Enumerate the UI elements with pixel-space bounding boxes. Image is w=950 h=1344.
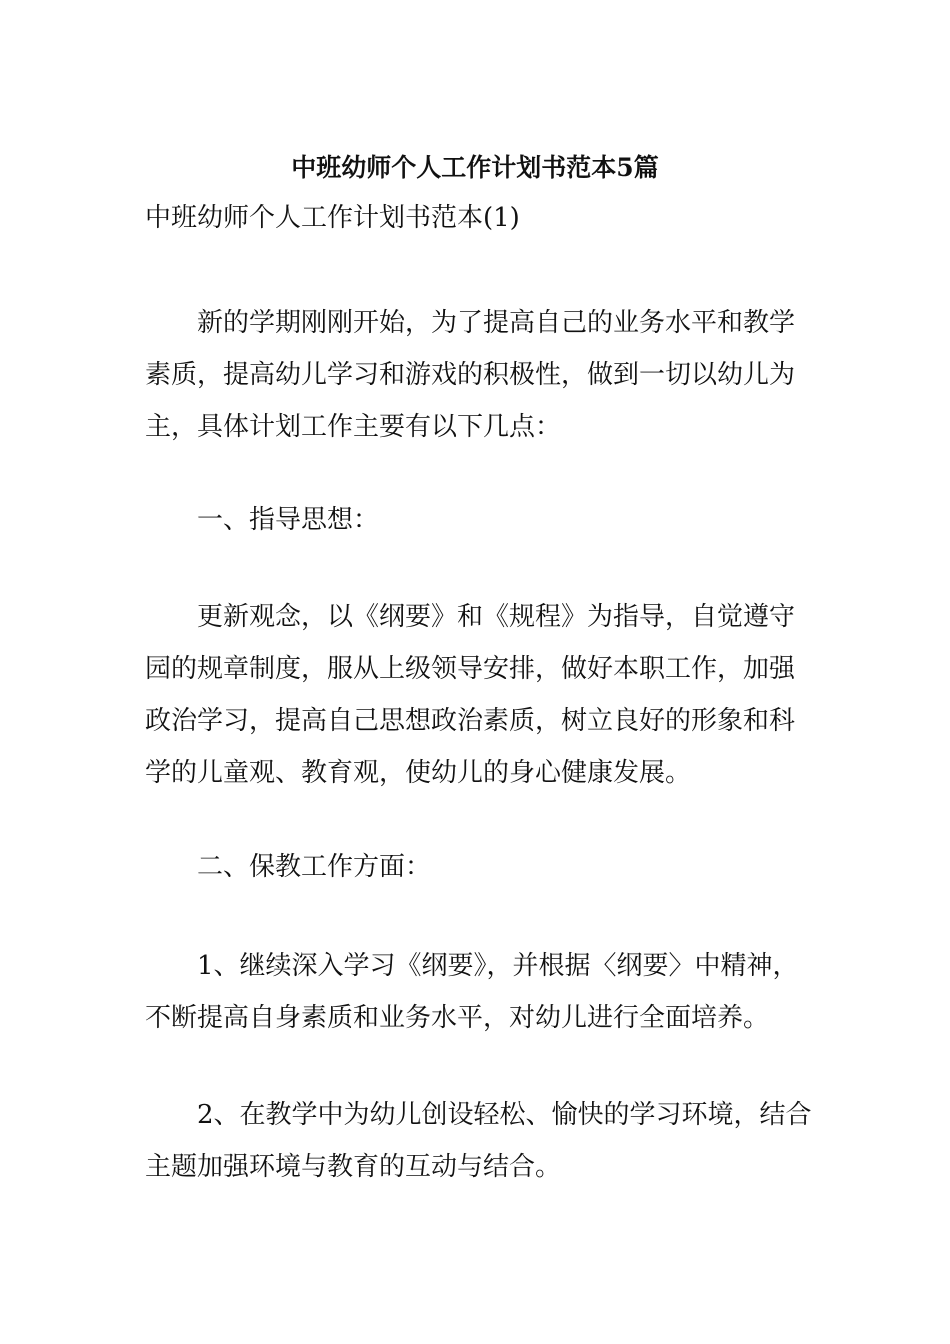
paragraph-item-2 — [145, 1089, 812, 1193]
paragraph-line: 1、继续深入学习《纲要》，并根据〈纲要〉中精神， — [197, 951, 799, 981]
paragraph-line: 主，具体计划工作主要有以下几点： — [145, 412, 562, 442]
paragraph-line: 不断提高自身素质和业务水平，对幼儿进行全面培养。 — [145, 1003, 770, 1033]
paragraph-line: 更新观念，以《纲要》和《规程》为指导，自觉遵守 — [197, 602, 796, 632]
document-title: 中班幼师个人工作计划书范本5篇 — [291, 153, 659, 182]
section-heading: 二、保教工作方面： — [197, 852, 432, 882]
paragraph-line: 2、在教学中为幼儿创设轻松、愉快的学习环境，结合 — [197, 1100, 812, 1130]
paragraph-intro — [145, 297, 807, 453]
paragraph-line: 学的儿童观、教育观，使幼儿的身心健康发展。 — [145, 758, 692, 788]
section-heading: 一、指导思想： — [197, 505, 380, 535]
section-heading-care-education — [145, 841, 807, 893]
paragraph-guiding-thought — [145, 591, 807, 799]
paragraph-line: 素质，提高幼儿学习和游戏的积极性，做到一切以幼儿为 — [145, 360, 796, 390]
section-heading-guiding-thought — [145, 494, 807, 546]
paragraph-item-1 — [145, 940, 807, 1044]
paragraph-line: 新的学期刚刚开始，为了提高自己的业务水平和教学 — [197, 308, 796, 338]
document-subtitle: 中班幼师个人工作计划书范本(1) — [145, 203, 520, 233]
paragraph-line: 政治学习，提高自己思想政治素质，树立良好的形象和科 — [145, 706, 796, 736]
paragraph-line: 园的规章制度，服从上级领导安排，做好本职工作，加强 — [145, 654, 796, 684]
paragraph-line: 主题加强环境与教育的互动与结合。 — [145, 1152, 562, 1182]
